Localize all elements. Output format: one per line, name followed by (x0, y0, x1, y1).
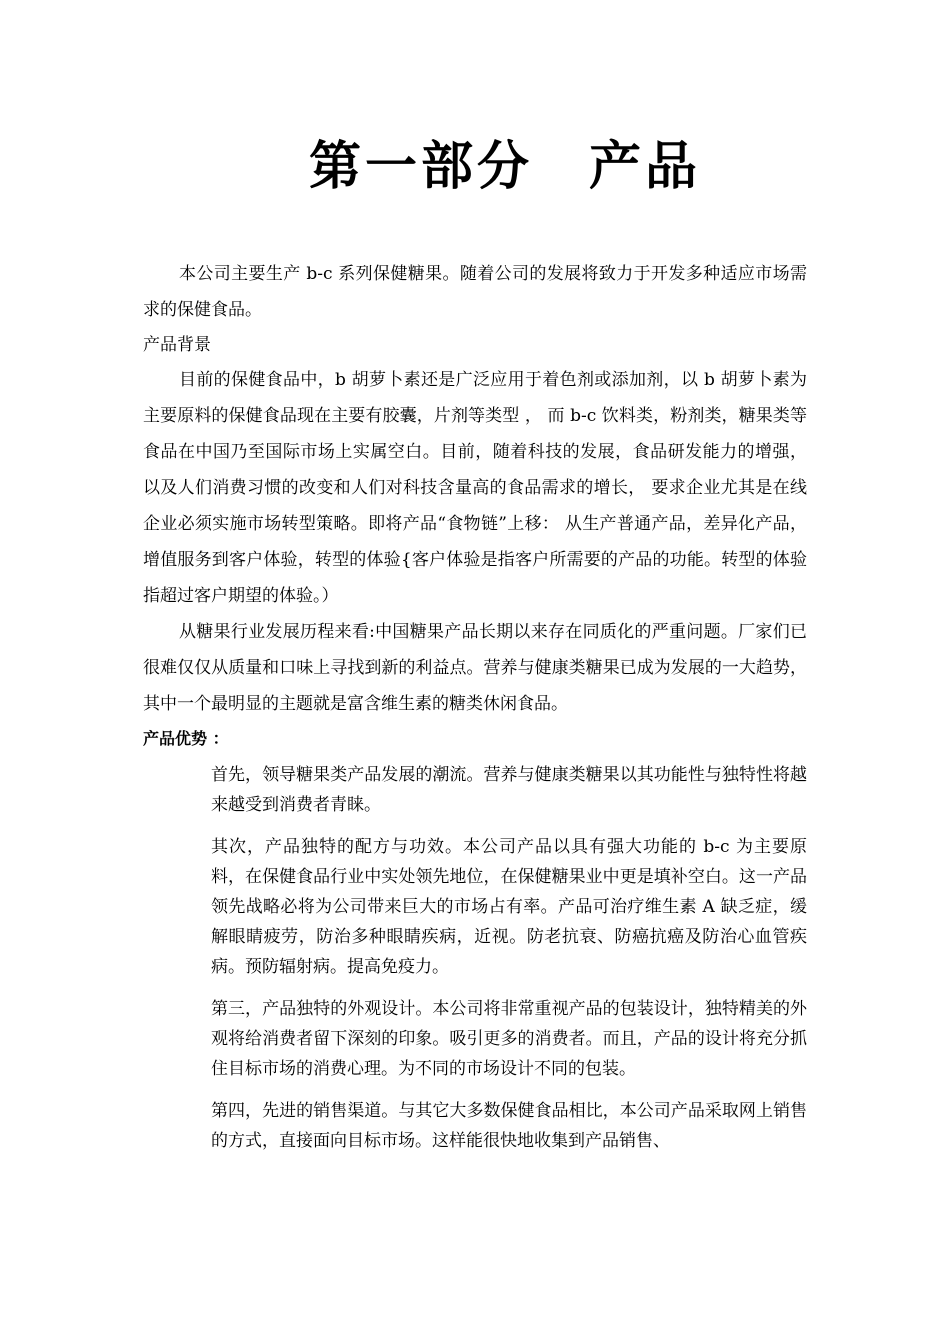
advantage-item: 第三，产品独特的外观设计。本公司将非常重视产品的包装设计，独特精美的外观将给消费者留下深刻的印象。吸引更多的消费者。而且，产品的设计将充分抓住目标市场的消费心理。为不同的市场设计不同的包装。 (211, 999, 807, 1079)
background-paragraph-1: 目前的保健食品中，b 胡萝卜素还是广泛应用于着色剂或添加剂，以 b 胡萝卜素为主要原料的保健食品现在主要有胶囊，片剂等类型 ， 而 b-c 饮料类，粉剂类，糖果类等食品在中国乃至国际市场上实属空白。目前，随着科技的发展，食品研发能力的增强， 以及人们消费习惯的改变和人们对科技含量高的食品需求的增长， 要求企业尤其是在线企业必须实施市场转型策略。即将产品“食物链”上移： 从生产普通产品，差异化产品，增值服务到客户体验，转型的体验{客户体验是指客户所需要的产品的功能。转型的体验指超过客户期望的体验。） (143, 370, 807, 606)
advantages-list (211, 760, 807, 1156)
page-title (0, 132, 950, 202)
background-heading: 产品背景 (143, 335, 211, 355)
intro-paragraph: 本公司主要生产 b-c 系列保健糖果。随着公司的发展将致力于开发多种适应市场需求的保健食品。 (143, 264, 807, 320)
background-paragraph-2: 从糖果行业发展历程来看:中国糖果产品长期以来存在同质化的严重问题。厂家们已很难仅仅从质量和口味上寻找到新的利益点。营养与健康类糖果已成为发展的一大趋势，其中一个最明显的主题就是富含维生素的糖类休闲食品。 (143, 622, 807, 714)
advantage-item: 首先，领导糖果类产品发展的潮流。营养与健康类糖果以其功能性与独特性将越来越受到消费者青睐。 (211, 765, 807, 815)
title-name: 产品 (589, 137, 702, 197)
advantages-heading: 产品优势 ： (143, 729, 229, 748)
advantage-item: 第四，先进的销售渠道。与其它大多数保健食品相比，本公司产品采取网上销售的方式，直接面向目标市场。这样能很快地收集到产品销售、 (211, 1101, 807, 1151)
document-body (143, 256, 807, 1168)
title-part: 第一部分 (308, 137, 533, 197)
advantage-item: 其次，产品独特的配方与功效。本公司产品以具有强大功能的 b-c 为主要原料，在保健食品行业中实处领先地位，在保健糖果业中更是填补空白。这一产品领先战略必将为公司带来巨大的市场占有率。产品可治疗维生素 A 缺乏症，缓解眼睛疲劳，防治多种眼睛疾病，近视。防老抗衰、防癌抗癌及防治心血管疾病。预防辐射病。提高免疫力。 (211, 837, 807, 977)
